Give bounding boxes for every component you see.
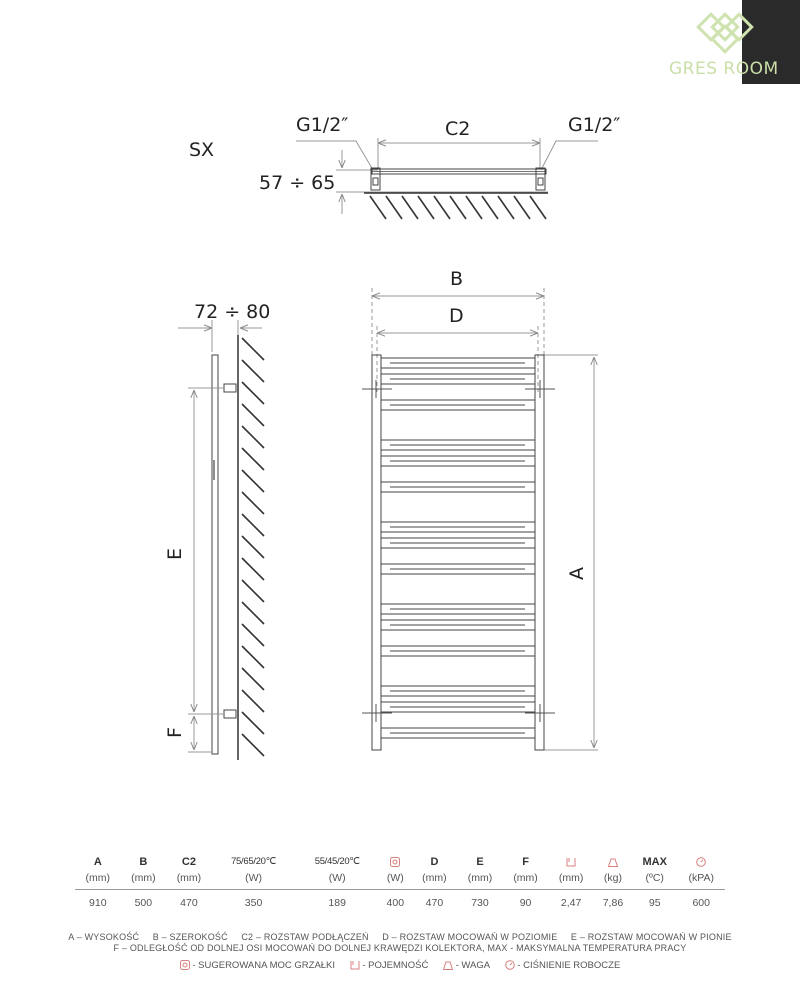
icon-legend [0,960,800,971]
heater-power-icon [180,960,190,970]
legend-heater-text: - SUGEROWANA MOC GRZAŁKI [192,960,336,971]
legend-weight [443,960,490,971]
col-header: 55/45/20℃ [314,856,360,867]
weight-icon [443,960,453,970]
d-label: D [449,305,464,327]
wall-offset-label: 72 ÷ 80 [194,301,271,323]
thread-right-label: G1/2″ [568,114,621,136]
value-cell: 2,47 [560,896,582,909]
table-units-row [75,869,725,890]
c2-label: C2 [445,118,471,140]
b-label: B [450,268,464,290]
unit-cell: (W) [212,869,296,890]
value-cell: 730 [471,896,489,909]
col-header: C2 [181,855,196,868]
f-label: F [164,727,186,738]
unit-cell: (mm) [121,869,167,890]
spec-table [75,854,725,910]
col-header: A [93,855,102,868]
value-cell: 400 [386,896,405,909]
value-cell: 7,86 [602,896,624,909]
legend-pressure-text: - CIŚNIENIE ROBOCZE [517,960,621,971]
value-cell: 90 [519,896,532,909]
unit-cell: (W) [379,869,412,890]
unit-cell: (mm) [457,869,503,890]
col-header: F [522,855,529,868]
pressure-icon [677,854,725,869]
unit-cell: (mm) [412,869,458,890]
legend-capacity-text: - POJEMNOŚĆ [362,960,429,971]
logo-text: GRES ROOM [669,59,779,79]
unit-cell: (kg) [594,869,632,890]
table-row [75,890,725,911]
col-header: D [430,855,439,868]
depth-range-label: 57 ÷ 65 [259,172,336,194]
pressure-icon [505,960,515,970]
legend-heater [180,960,335,971]
col-header: 75/65/20℃ [231,856,277,867]
legend-line-1: A – WYSOKOŚĆ B – SZEROKOŚĆ C2 – ROZSTAW PODŁĄCZEŃ D – ROZSTAW MOCOWAŃ W POZIOMIE E – ROZSTAW MOCOWAŃ W PIONIE [68,932,732,942]
capacity-icon [350,960,360,970]
col-header: MAX [642,855,667,868]
value-cell: 600 [692,896,710,909]
top-view [296,138,598,219]
unit-cell: (mm) [503,869,549,890]
unit-cell: (mm) [548,869,594,890]
value-cell: 910 [89,896,107,909]
capacity-icon [548,854,594,869]
front-view [362,288,598,750]
table-header-row [75,854,725,869]
legend-pressure [505,960,621,971]
value-cell: 189 [328,896,346,909]
variant-label: SX [189,139,215,161]
thread-left-label: G1/2″ [296,114,349,136]
heater-power-icon [379,854,412,869]
e-label: E [164,547,186,560]
unit-cell: (kPA) [677,869,725,890]
col-header: B [139,855,148,868]
legend-weight-text: - WAGA [455,960,491,971]
value-cell: 470 [425,896,444,909]
value-cell: 350 [244,896,263,909]
unit-cell: (ºC) [632,869,678,890]
unit-cell: (mm) [75,869,121,890]
value-cell: 500 [134,896,153,909]
legend-capacity [350,960,429,971]
unit-cell: (W) [295,869,379,890]
legend-line-2: F – ODLEGŁOŚĆ OD DOLNEJ OSI MOCOWAŃ DO DOLNEJ KRAWĘDZI KOLEKTORA, MAX - MAKSYMALNA TEMPERATURA PRACY [113,943,687,953]
side-view [178,320,264,760]
value-cell: 470 [180,896,198,909]
col-header: E [476,855,484,868]
weight-icon [594,854,632,869]
value-cell: 95 [648,896,661,909]
a-label: A [566,567,588,580]
unit-cell: (mm) [166,869,212,890]
